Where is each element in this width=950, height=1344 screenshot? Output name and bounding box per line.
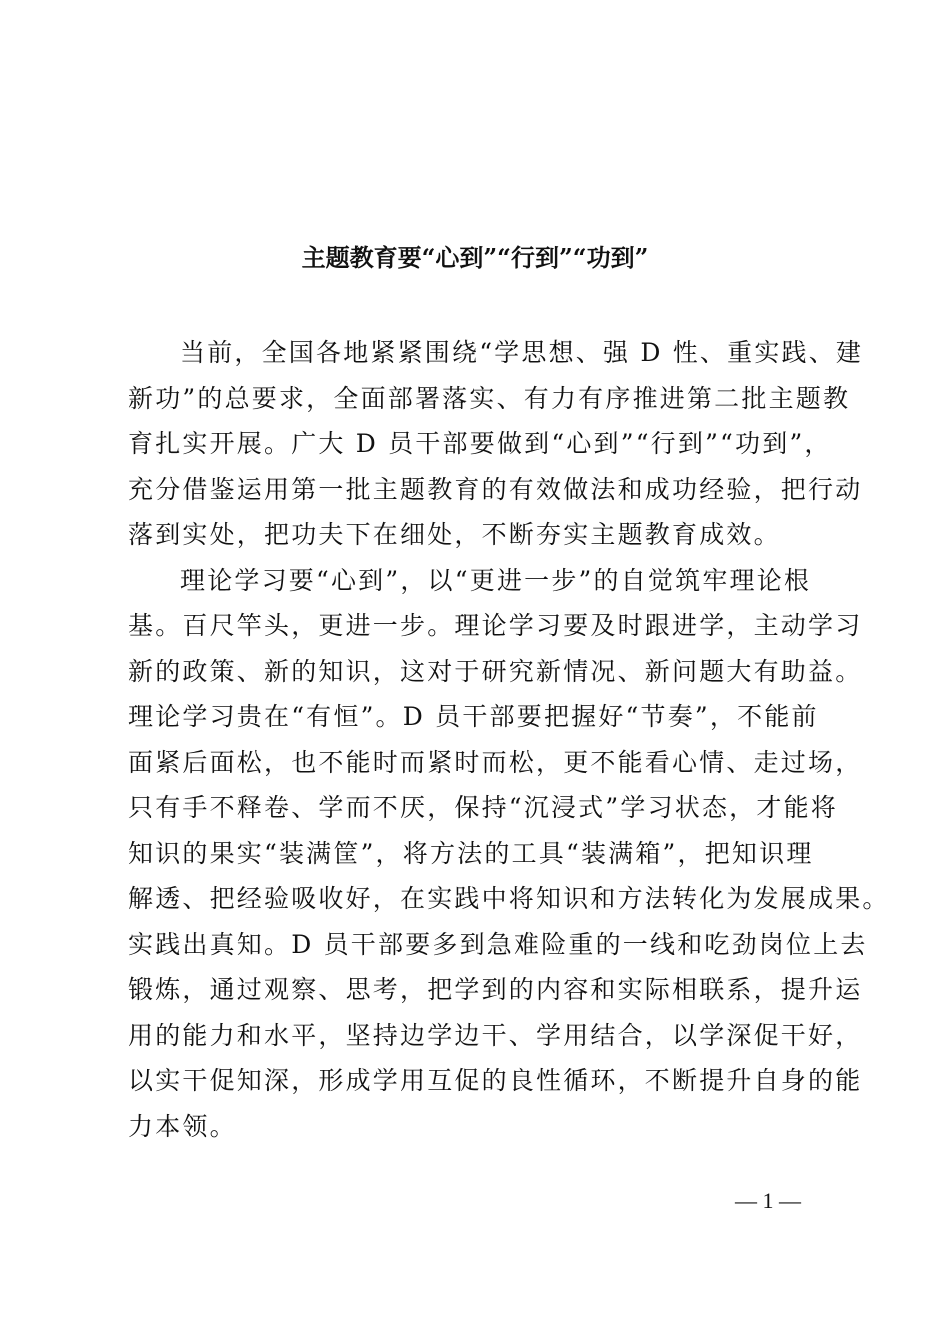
paragraph-2-line-12: 以实干促知深，形成学用互促的良性循环，不断提升自身的能 bbox=[128, 1066, 863, 1095]
paragraph-2-line-2: 基。百尺竿头，更进一步。理论学习要及时跟进学，主动学习 bbox=[128, 611, 863, 640]
paragraph-2-line-10: 锻炼，通过观察、思考，把学到的内容和实际相联系，提升运 bbox=[128, 975, 863, 1004]
paragraph-2-line-8: 解透、把经验吸收好，在实践中将知识和方法转化为发展成果。 bbox=[128, 884, 890, 913]
paragraph-1-line-4: 充分借鉴运用第一批主题教育的有效做法和成功经验，把行动 bbox=[128, 474, 863, 504]
paragraph-2-line-3: 新的政策、新的知识，这对于研究新情况、新问题大有助益。 bbox=[128, 656, 863, 686]
paragraph-1-line-2: 新功”的总要求，全面部署落实、有力有序推进第二批主题教 bbox=[128, 383, 851, 413]
paragraph-1-line-5: 落到实处，把功夫下在细处，不断夯实主题教育成效。 bbox=[128, 520, 781, 549]
paragraph-1-line-3: 育扎实开展。广大 D 员干部要做到“心到”“行到”“功到”， bbox=[128, 429, 832, 458]
page-number: — 1 — bbox=[735, 1188, 801, 1213]
paragraph-2-line-7: 知识的果实“装满筐”，将方法的工具“装满箱”，把知识理 bbox=[128, 838, 814, 868]
paragraph-2-line-13: 力本领。 bbox=[128, 1111, 237, 1141]
paragraph-1-line-1: 当前，全国各地紧紧围绕“学思想、强 D 性、重实践、建 bbox=[180, 338, 864, 367]
paragraph-2-line-6: 只有手不释卷、学而不厌，保持“沉浸式”学习状态，才能将 bbox=[128, 793, 838, 822]
paragraph-2-line-1: 理论学习要“心到”，以“更进一步”的自觉筑牢理论根 bbox=[180, 565, 812, 595]
paragraph-2-line-11: 用的能力和水平，坚持边学边干、学用结合，以学深促干好， bbox=[128, 1020, 863, 1050]
paragraph-2-line-5: 面紧后面松，也不能时而紧时而松，更不能看心情、走过场， bbox=[128, 747, 863, 777]
document-title: 主题教育要“心到”“行到”“功到” bbox=[301, 243, 649, 272]
paragraph-2-line-9: 实践出真知。D 员干部要多到急难险重的一线和吃劲岗位上去 bbox=[128, 929, 868, 959]
document-body bbox=[128, 330, 890, 1149]
paragraph-2-line-4: 理论学习贵在“有恒”。D 员干部要把握好“节奏”，不能前 bbox=[128, 702, 819, 731]
